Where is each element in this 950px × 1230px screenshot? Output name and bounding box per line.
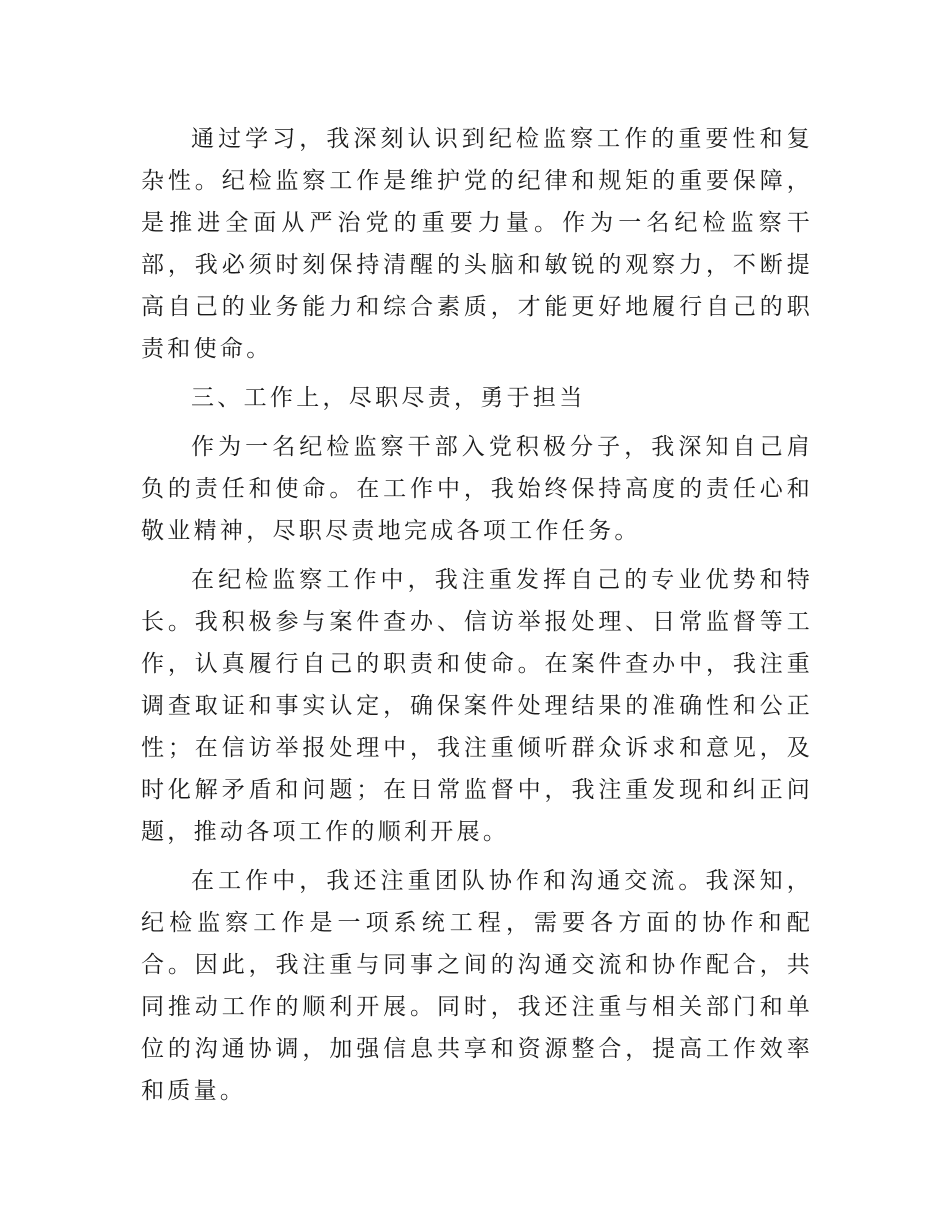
paragraph-responsibility: 作为一名纪检监察干部入党积极分子，我深知自己肩负的责任和使命。在工作中，我始终保持高度的责任心和敬业精神，尽职尽责地完成各项工作任务。 [141, 434, 813, 544]
paragraph-professional-work: 在纪检监察工作中，我注重发挥自己的专业优势和特长。我积极参与案件查办、信访举报处理、日常监督等工作，认真履行自己的职责和使命。在案件查办中，我注重调查取证和事实认定，确保案件处理结果的准确性和公正性；在信访举报处理中，我注重倾听群众诉求和意见，及时化解矛盾和问题；在日常监督中，我注重发现和纠正问题，推动各项工作的顺利开展。 [141, 567, 813, 845]
paragraph-study-reflection: 通过学习，我深刻认识到纪检监察工作的重要性和复杂性。纪检监察工作是维护党的纪律和规矩的重要保障，是推进全面从严治党的重要力量。作为一名纪检监察干部，我必须时刻保持清醒的头脑和敏锐的观察力，不断提高自己的业务能力和综合素质，才能更好地履行自己的职责和使命。 [141, 126, 813, 362]
paragraph-teamwork: 在工作中，我还注重团队协作和沟通交流。我深知，纪检监察工作是一项系统工程，需要各方面的协作和配合。因此，我注重与同事之间的沟通交流和协作配合，共同推动工作的顺利开展。同时，我还注重与相关部门和单位的沟通协调，加强信息共享和资源整合，提高工作效率和质量。 [141, 868, 813, 1104]
section-heading-work: 三、工作上，尽职尽责，勇于担当 [191, 385, 586, 411]
document-body [141, 118, 813, 1119]
